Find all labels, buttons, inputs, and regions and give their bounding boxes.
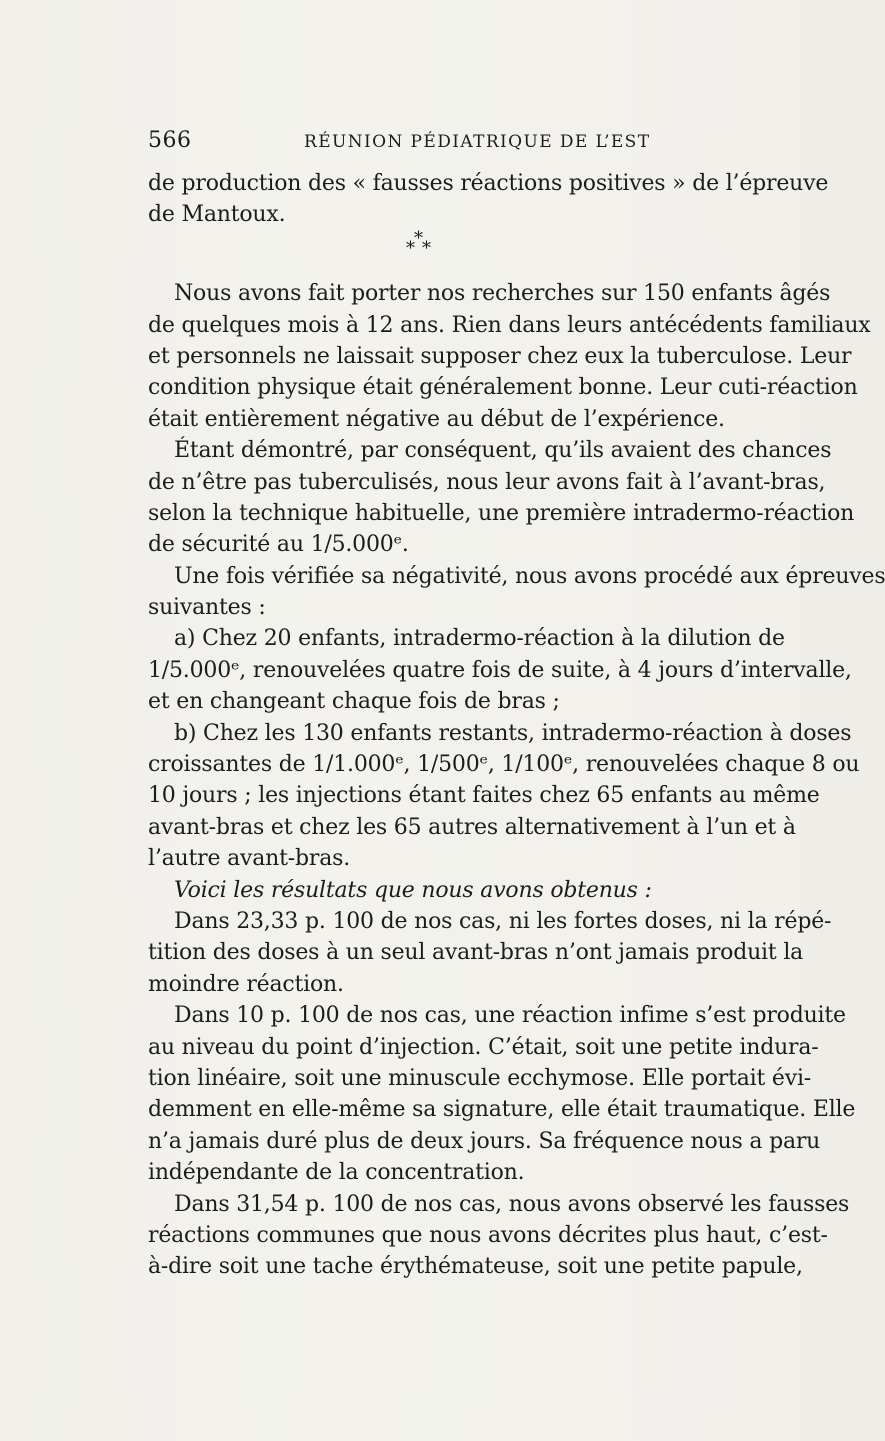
paragraph-first-line: Étant démontré, par conséquent, qu’ils avaient des chances bbox=[174, 438, 832, 464]
text-line: et personnels ne laissait supposer chez eux la tuberculose. Leur bbox=[148, 343, 852, 369]
results-intro: Voici les résultats que nous avons obtenus : bbox=[174, 877, 652, 903]
text-line: tion linéaire, soit une minuscule ecchymose. Elle portait évi- bbox=[148, 1065, 812, 1091]
text-line: de n’être pas tuberculisés, nous leur avons fait à l’avant-bras, bbox=[148, 469, 826, 495]
text-line: de quelques mois à 12 ans. Rien dans leurs antécédents familiaux bbox=[148, 312, 871, 338]
text-line: tition des doses à un seul avant-bras n’ont jamais produit la bbox=[148, 940, 804, 966]
paragraph-first-line: Dans 31,54 p. 100 de nos cas, nous avons observé les fausses bbox=[174, 1191, 850, 1217]
text-line: et en changeant chaque fois de bras ; bbox=[148, 689, 560, 715]
text-line: selon la technique habituelle, une première intradermo-réaction bbox=[148, 500, 855, 526]
text-line: à-dire soit une tache érythémateuse, soit une petite papule, bbox=[148, 1254, 803, 1280]
asterisk: * bbox=[414, 227, 422, 249]
text-line: suivantes : bbox=[148, 595, 266, 621]
asterisk: * bbox=[406, 237, 414, 259]
text-line: 10 jours ; les injections étant faites chez 65 enfants au même bbox=[148, 783, 820, 809]
paragraph-first-line: Dans 10 p. 100 de nos cas, une réaction infime s’est produite bbox=[174, 1003, 846, 1029]
text-line: l’autre avant-bras. bbox=[148, 846, 350, 872]
text-line: au niveau du point d’injection. C’était, soit une petite indura- bbox=[148, 1034, 819, 1060]
asterisk: * bbox=[422, 237, 430, 259]
text-line: 1/5.000ᵉ, renouvelées quatre fois de suite, à 4 jours d’intervalle, bbox=[148, 657, 852, 683]
text-line: de production des « fausses réactions positives » de l’épreuve bbox=[148, 171, 829, 196]
text-line: de Mantoux. bbox=[148, 202, 286, 228]
text-line: demment en elle-même sa signature, elle était traumatique. Elle bbox=[148, 1097, 856, 1123]
text-line: de sécurité au 1/5.000ᵉ. bbox=[148, 532, 409, 558]
text-line: avant-bras et chez les 65 autres alternativement à l’un et à bbox=[148, 814, 796, 840]
text-line: réactions communes que nous avons décrites plus haut, c’est- bbox=[148, 1222, 828, 1248]
text-line: croissantes de 1/1.000ᵉ, 1/500ᵉ, 1/100ᵉ, renouvelées chaque 8 ou bbox=[148, 752, 860, 778]
text-line: indépendante de la concentration. bbox=[148, 1160, 525, 1186]
list-item-a: a) Chez 20 enfants, intradermo-réaction à la dilution de bbox=[174, 626, 785, 652]
running-head: RÉUNION PÉDIATRIQUE DE L’EST bbox=[304, 132, 651, 152]
asterism-separator bbox=[148, 227, 768, 262]
paragraph-first-line: Une fois vérifiée sa négativité, nous avons procédé aux épreuves bbox=[174, 563, 885, 589]
paragraph-first-line: Nous avons fait porter nos recherches sur 150 enfants âgés bbox=[174, 281, 831, 307]
list-item-b: b) Chez les 130 enfants restants, intradermo-réaction à doses bbox=[174, 720, 852, 746]
page-number: 566 bbox=[148, 128, 192, 153]
body-text bbox=[148, 168, 885, 1283]
page-header bbox=[148, 128, 651, 158]
text-line: moindre réaction. bbox=[148, 971, 344, 997]
paragraph-first-line: Dans 23,33 p. 100 de nos cas, ni les fortes doses, ni la répé- bbox=[174, 908, 832, 934]
text-line: était entièrement négative au début de l’expérience. bbox=[148, 406, 725, 432]
text-line: condition physique était généralement bonne. Leur cuti-réaction bbox=[148, 375, 858, 401]
text-line: n’a jamais duré plus de deux jours. Sa fréquence nous a paru bbox=[148, 1128, 821, 1154]
